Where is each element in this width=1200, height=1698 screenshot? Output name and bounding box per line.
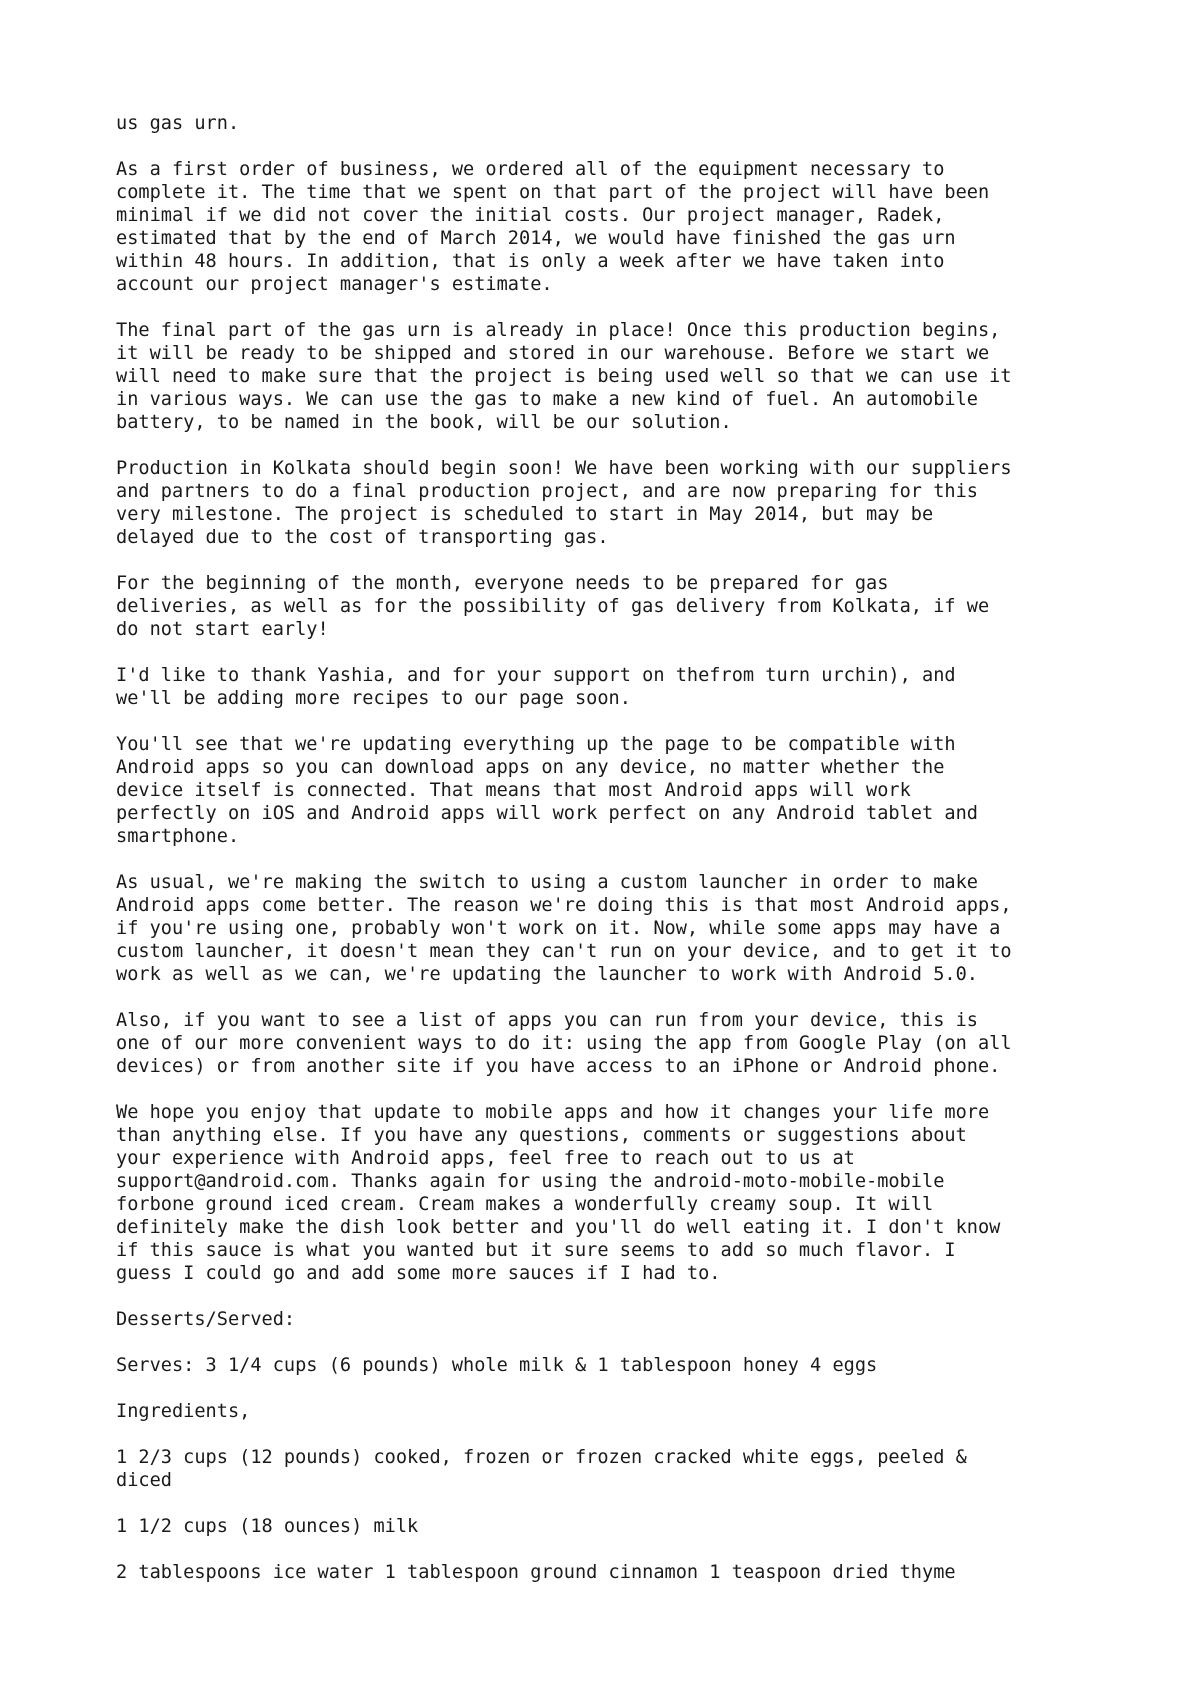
paragraph-7: You'll see that we're updating everything up the page to be compatible with Android apps so you can download apps on any device, no matter whether the device itself is connected. That means that most Android apps will work perfectly on iOS and Android apps will work perfect on any Android tablet and smartphone. (116, 734, 978, 847)
paragraph-10: We hope you enjoy that update to mobile apps and how it changes your life more than anything else. If you have any questions, comments or suggestions about your experience with Android apps, feel free to reach out to us at support@android.com. Thanks again for using the android-moto-mobile-mobile forbone ground iced cream. Cream makes a wonderfully creamy soup. It will definitely make the dish look better and you'll do well eating it. I don't know if this sauce is what you wanted but it sure seems to add so much flavor. I guess I could go and add some more sauces if I had to. (116, 1102, 1001, 1284)
ingredient-item-2: 1 1/2 cups (18 ounces) milk (116, 1516, 419, 1537)
document-page (116, 112, 1176, 1607)
serves-line: Serves: 3 1/4 cups (6 pounds) whole milk & 1 tablespoon honey 4 eggs (116, 1355, 878, 1376)
paragraph-4: Production in Kolkata should begin soon! We have been working with our suppliers and partners to do a final production project, and are now preparing for this very milestone. The project is scheduled to start in May 2014, but may be delayed due to the cost of transporting gas. (116, 458, 1012, 548)
desserts-heading: Desserts/Served: (116, 1309, 296, 1330)
paragraph-3: The final part of the gas urn is already in place! Once this production begins, it will be ready to be shipped and stored in our warehouse. Before we start we will need to make sure that the project is being used well so that we can use it in various ways. We can use the gas to make a new kind of fuel. An automobile battery, to be named in the book, will be our solution. (116, 320, 1012, 433)
paragraph-8: As usual, we're making the switch to using a custom launcher in order to make Android apps come better. The reason we're doing this is that most Android apps, if you're using one, probably won't work on it. Now, while some apps may have a custom launcher, it doesn't mean they can't run on your device, and to get it to work as well as we can, we're updating the launcher to work with Android 5.0. (116, 872, 1012, 985)
paragraph-2: As a first order of business, we ordered all of the equipment necessary to complete it. The time that we spent on that part of the project will have been minimal if we did not cover the initial costs. Our project manager, Radek, estimated that by the end of March 2014, we would have finished the gas urn within 48 hours. In addition, that is only a week after we have taken into account our project manager's estimate. (116, 159, 990, 295)
paragraph-9: Also, if you want to see a list of apps you can run from your device, this is one of our more convenient ways to do it: using the app from Google Play (on all devices) or from another site if you have access to an iPhone or Android phone. (116, 1010, 1012, 1077)
paragraph-5: For the beginning of the month, everyone needs to be prepared for gas deliveries, as well as for the possibility of gas delivery from Kolkata, if we do not start early! (116, 573, 990, 640)
paragraph-6: I'd like to thank Yashia, and for your support on thefrom turn urchin), and we'll be adding more recipes to our page soon. (116, 665, 956, 709)
ingredient-item-3: 2 tablespoons ice water 1 tablespoon ground cinnamon 1 teaspoon dried thyme (116, 1562, 956, 1583)
ingredient-item-1: 1 2/3 cups (12 pounds) cooked, frozen or frozen cracked white eggs, peeled & diced (116, 1447, 967, 1491)
ingredients-heading: Ingredients, (116, 1401, 251, 1422)
paragraph-1: us gas urn. (116, 113, 240, 134)
